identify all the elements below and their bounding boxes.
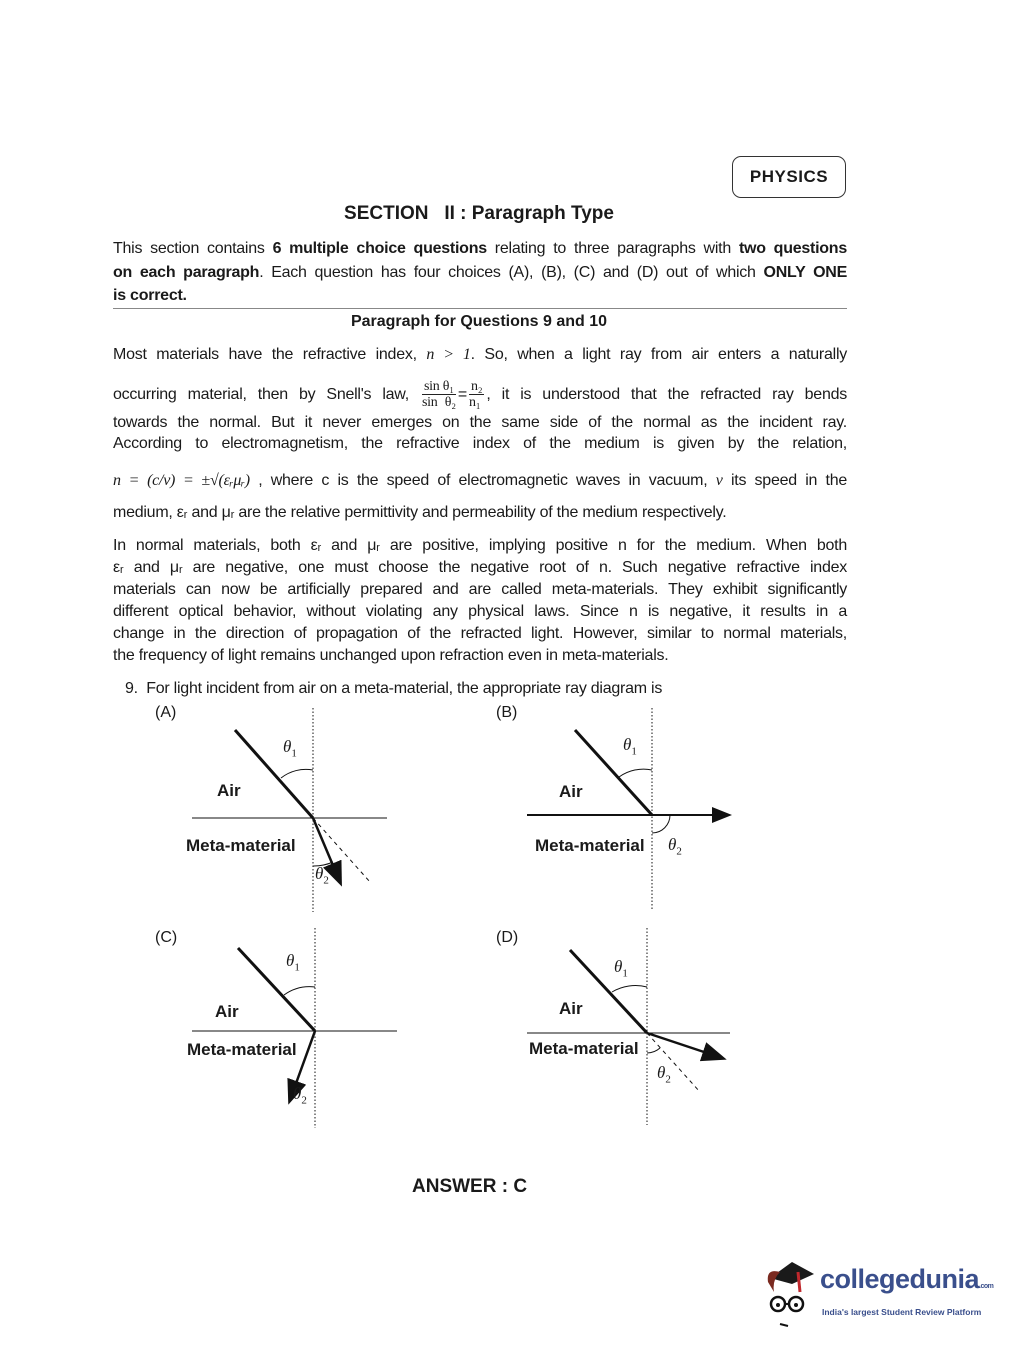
section-title: SECTION II : Paragraph Type [344, 203, 614, 224]
theta1-label: $\theta_1$ [614, 957, 628, 980]
paragraph-line: In normal materials, both εᵣ and μᵣ are positive, implying positive n for the medium. When both [113, 537, 847, 554]
incident-ray [235, 730, 313, 818]
theta2-label: $\theta_2$ [657, 1063, 671, 1086]
paragraph-line: change in the direction of propagation of the refracted light. However, similar to normal materials, [113, 625, 847, 642]
air-label: Air [559, 999, 583, 1018]
logo-tagline: India's largest Student Review Platform [822, 1307, 982, 1317]
instructions-line-2: on each paragraph. Each question has four choices (A), (B), (C) and (D) out of which ONLY ONE [113, 264, 847, 281]
option-c-label[interactable]: (C) [155, 929, 178, 946]
refractive-index-formula: n = (c/v) = ±√(εᵣμᵣ) [113, 472, 250, 489]
paragraph-line: the frequency of light remains unchanged upon refraction even in meta-materials. [113, 647, 669, 664]
paragraph-line: εᵣ and μᵣ are negative, one must choose the negative root of n. Such negative refractive index [113, 559, 847, 576]
theta2-label: $\theta_2$ [293, 1084, 307, 1107]
paragraph-line: According to electromagnetism, the refractive index of the medium is given by the relation, [113, 435, 847, 452]
theta1-label: $\theta_1$ [623, 735, 637, 758]
incident-ray [570, 950, 647, 1033]
incident-ray [238, 948, 315, 1031]
air-label: Air [215, 1002, 239, 1021]
answer: ANSWER : C [412, 1176, 528, 1197]
incident-ray [575, 730, 652, 815]
option-b-label[interactable]: (B) [496, 704, 518, 721]
air-label: Air [559, 782, 583, 801]
snell-fraction-left: $\frac{\text{sin θ₁}}{\text{sin θ₂}}$ [421, 379, 456, 411]
diagram-d [527, 928, 730, 1125]
instructions-line-1: This section contains 6 multiple choice questions relating to three paragraphs with two questions [113, 240, 847, 257]
option-d-label[interactable]: (D) [496, 929, 519, 946]
medium-label: Meta-material [535, 836, 645, 855]
paragraph-line: medium, εᵣ and μᵣ are the relative permittivity and permeability of the medium respectively. [113, 504, 727, 521]
subject-label: PHYSICS [749, 167, 829, 186]
paragraph-line: Most materials have the refractive index, n > 1. So, when a light ray from air enters a naturally [113, 346, 848, 363]
paragraph-heading: Paragraph for Questions 9 and 10 [350, 313, 608, 330]
instructions-line-3: is correct. [113, 287, 187, 304]
paragraph-line: towards the normal. But it never emerges on the same side of the normal as the incident ray. [113, 414, 847, 431]
paragraph-line-snell: occurring material, then by Snell's law, $\frac{\text{sin θ₁}}{\text{sin θ₂}}$ = $\frac{\text{n₂}}{\text{n₁}}$ , it is understood that the refracted ray bends [113, 379, 848, 411]
theta1-label: $\theta_1$ [283, 737, 297, 760]
paragraph-line-formula: n = (c/v) = ±√(εᵣμᵣ) , where c is the speed of electromagnetic waves in vacuum, v its speed in the [113, 472, 847, 489]
medium-label: Meta-material [529, 1039, 639, 1058]
logo-wordmark: collegedunia.com [820, 1264, 994, 1294]
paragraph-line: different optical behavior, without violating any physical laws. Since n is negative, it results in a [113, 603, 847, 620]
mascot-icon [762, 1258, 822, 1330]
medium-label: Meta-material [186, 836, 296, 855]
question-9: 9. For light incident from air on a meta-material, the appropriate ray diagram is [125, 680, 663, 697]
paragraph-line: materials can now be artificially prepared and are called meta-materials. They exhibit significantly [113, 581, 847, 598]
snell-fraction-right: $\frac{\text{n₂}}{\text{n₁}}$ [469, 379, 483, 411]
option-a-label[interactable]: (A) [155, 704, 177, 721]
air-label: Air [217, 781, 241, 800]
theta2-label: $\theta_2$ [668, 835, 682, 858]
theta1-label: $\theta_1$ [286, 951, 300, 974]
collegedunia-logo [762, 1258, 994, 1330]
theta2-label: $\theta_2$ [315, 864, 329, 887]
medium-label: Meta-material [187, 1040, 297, 1059]
